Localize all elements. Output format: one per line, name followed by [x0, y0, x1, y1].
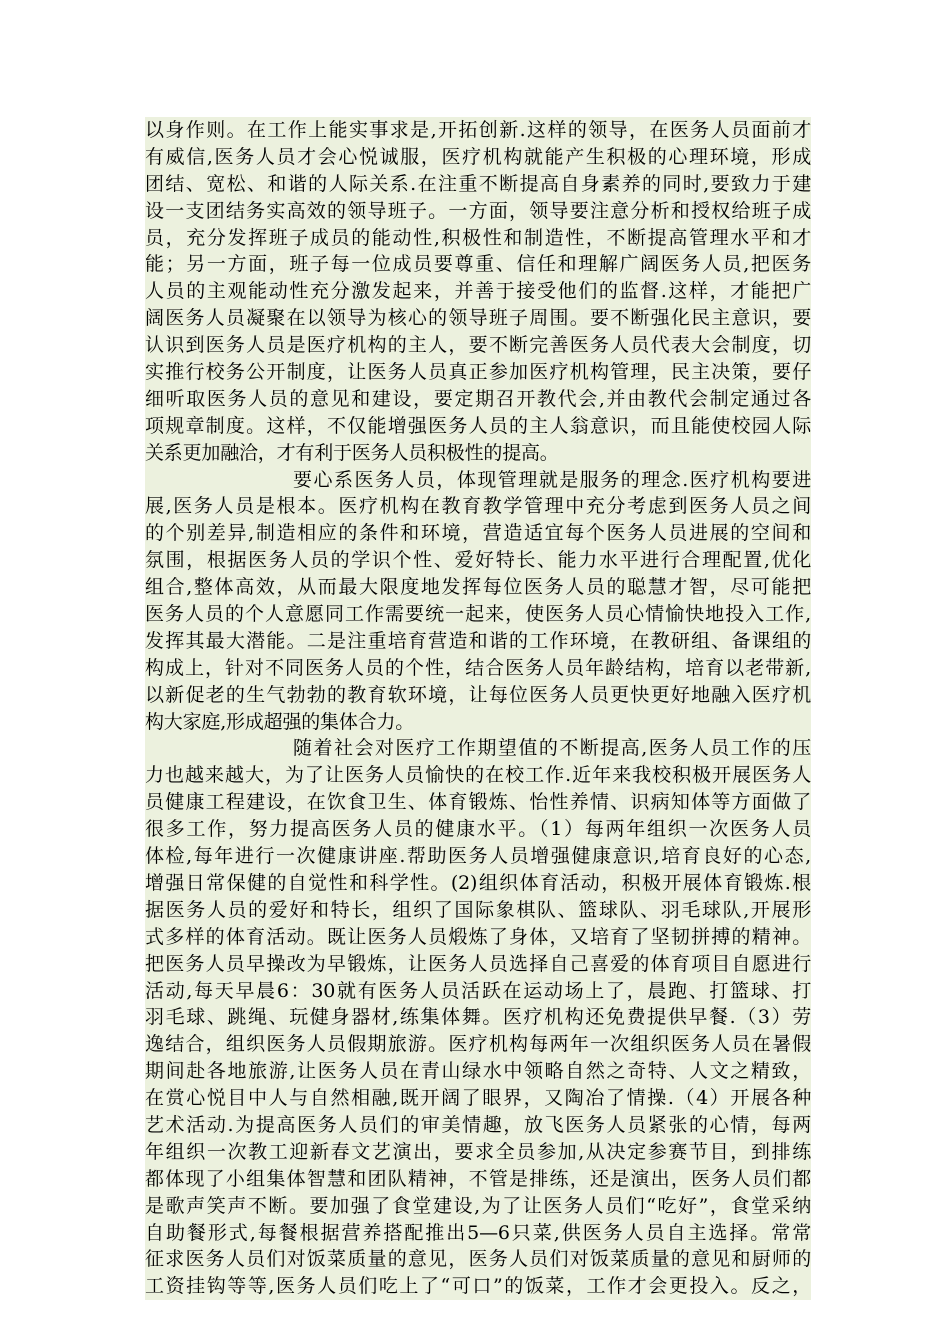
text-line: 构大家庭,形成超强的集体合力。: [145, 710, 415, 733]
text-line: 实推行校务公开制度，让医务人员真正参加医疗机构管理，民主决策，要仔: [145, 361, 811, 384]
text-line: 有威信,医务人员才会心悦诚服，医疗机构就能产生积极的心理环境，形成: [145, 145, 811, 168]
text-line: 认识到医务人员是医疗机构的主人，要不断完善医务人员代表大会制度，切: [145, 334, 811, 357]
text-line: 艺术活动.为提高医务人员们的审美情趣，放飞医务人员紧张的心情，每两: [145, 1113, 811, 1136]
text-line: 组合,整体高效，从而最大限度地发挥每位医务人员的聪慧才智，尽可能把: [145, 576, 811, 599]
text-line: 细听取医务人员的意见和建设，要定期召开教代会,并由教代会制定通过各: [145, 387, 811, 410]
text-line: 要心系医务人员，体现管理就是服务的理念.医疗机构要进: [293, 468, 811, 491]
text-line: 很多工作，努力提高医务人员的健康水平。（1）每两年组织一次医务人员: [145, 818, 811, 841]
text-line: 逸结合，组织医务人员假期旅游。医疗机构每两年一次组织医务人员在暑假: [145, 1033, 811, 1056]
text-line: 以新促老的生气勃勃的教育软环境，让每位医务人员更快更好地融入医疗机: [145, 683, 811, 706]
text-line: 阔医务人员凝聚在以领导为核心的领导班子周围。要不断强化民主意识，要: [145, 307, 811, 330]
text-line: 工资挂钩等等,医务人员们吃上了“可口”的饭菜，工作才会更投入。反之，: [145, 1275, 811, 1298]
text-line: 以身作则。在工作上能实事求是,开拓创新.这样的领导，在医务人员面前才: [145, 119, 811, 141]
text-line: 设一支团结务实高效的领导班子。一方面，领导要注意分析和授权给班子成: [145, 199, 811, 222]
text-line: 征求医务人员们对饭菜质量的意见，医务人员们对饭菜质量的意见和厨师的: [145, 1248, 811, 1271]
text-line: 都体现了小组集体智慧和团队精神，不管是排练，还是演出，医务人员们都: [145, 1167, 811, 1190]
text-line: 增强日常保健的自觉性和科学性。(2)组织体育活动，积极开展体育锻炼.根: [145, 871, 811, 894]
text-line: 发挥其最大潜能。二是注重培育营造和谐的工作环境，在教研组、备课组的: [145, 629, 811, 652]
text-line: 团结、宽松、和谐的人际关系.在注重不断提高自身素养的同时,要致力于建: [145, 172, 811, 195]
document-body: [145, 117, 811, 1300]
text-line: 期间赴各地旅游,让医务人员在青山绿水中领略自然之奇特、人文之精致，: [145, 1060, 811, 1083]
text-line: 力也越来越大，为了让医务人员愉快的在校工作.近年来我校积极开展医务人: [145, 764, 811, 787]
text-line: 据医务人员的爱好和特长，组织了国际象棋队、篮球队、羽毛球队,开展形: [145, 898, 811, 921]
text-line: 活动,每天早晨6：30就有医务人员活跃在运动场上了，晨跑、打篮球、打: [145, 979, 811, 1002]
text-line: 随着社会对医疗工作期望值的不断提高,医务人员工作的压: [293, 737, 811, 760]
text-line: 项规章制度。这样，不仅能增强医务人员的主人翁意识，而且能使校园人际: [145, 414, 811, 437]
text-line: 人员的主观能动性充分激发起来，并善于接受他们的监督.这样，才能把广: [145, 280, 811, 303]
text-line: 羽毛球、跳绳、玩健身器材,练集体舞。医疗机构还免费提供早餐.（3）劳: [145, 1006, 811, 1029]
text-line: 构成上，针对不同医务人员的个性，结合医务人员年龄结构，培育以老带新,: [145, 656, 811, 679]
text-line: 医务人员的个人意愿同工作需要统一起来，使医务人员心情愉快地投入工作,: [145, 603, 811, 626]
text-line: 体检,每年进行一次健康讲座.帮助医务人员增强健康意识,培育良好的心态,: [145, 845, 811, 868]
text-line: 能；另一方面，班子每一位成员要尊重、信任和理解广阔医务人员,把医务: [145, 253, 811, 276]
text-line: 员，充分发挥班子成员的能动性,积极性和制造性，不断提高管理水平和才: [145, 226, 811, 249]
text-line: 员健康工程建设，在饮食卫生、体育锻炼、怡性养情、识病知体等方面做了: [145, 791, 811, 814]
text-line: 在赏心悦目中人与自然相融,既开阔了眼界，又陶冶了情操.（4）开展各种: [145, 1087, 811, 1110]
text-line: 的个别差异,制造相应的条件和环境，营造适宜每个医务人员进展的空间和: [145, 522, 811, 545]
text-line: 是歌声笑声不断。要加强了食堂建设,为了让医务人员们“吃好”，食堂采纳: [145, 1194, 811, 1217]
text-line: 展,医务人员是根本。医疗机构在教育教学管理中充分考虑到医务人员之间: [145, 495, 811, 518]
text-line: 年组织一次教工迎新春文艺演出，要求全员参加,从决定参赛节目，到排练: [145, 1140, 811, 1163]
text-line: 式多样的体育活动。既让医务人员煅炼了身体，又培育了坚韧拼搏的精神。: [145, 925, 811, 948]
text-line: 关系更加融洽，才有利于医务人员积极性的提高。: [145, 441, 559, 464]
text-line: 氛围，根据医务人员的学识个性、爱好特长、能力水平进行合理配置,优化: [145, 549, 811, 572]
text-line: 把医务人员早操改为早锻炼，让医务人员选择自己喜爱的体育项目自愿进行: [145, 952, 811, 975]
text-line: 自助餐形式,每餐根据营养搭配推出5—6只菜,供医务人员自主选择。常常: [145, 1221, 811, 1244]
